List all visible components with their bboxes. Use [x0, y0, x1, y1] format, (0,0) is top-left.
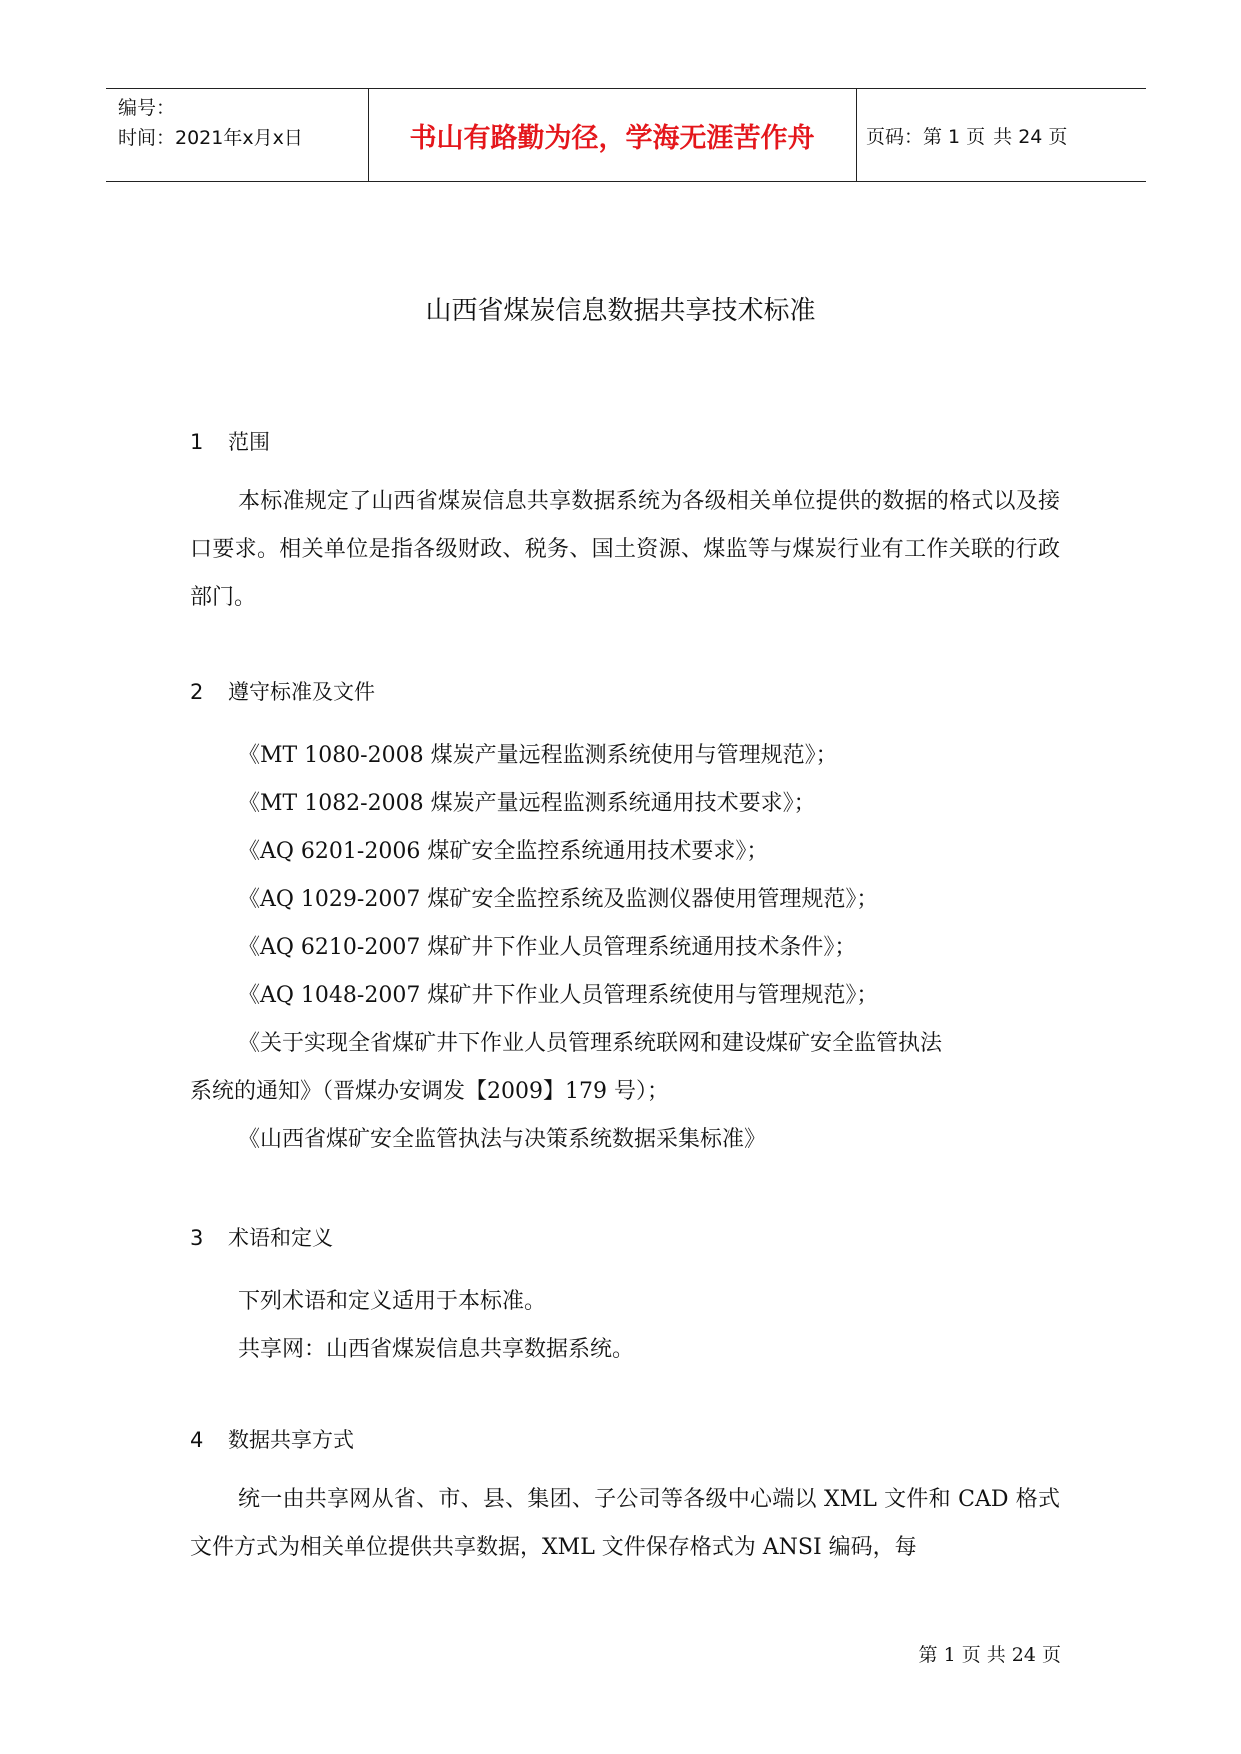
section-number: 2 — [190, 680, 204, 704]
header-page-total: 共 24 页 — [993, 125, 1068, 148]
header-divider-right — [856, 89, 857, 181]
reference-item: 《AQ 6201-2006 煤矿安全监控系统通用技术要求》； — [238, 839, 769, 864]
reference-item: 《山西省煤矿安全监管执法与决策系统数据采集标准》 — [238, 1127, 767, 1152]
section-1-heading — [190, 426, 270, 456]
reference-item: 《AQ 1029-2007 煤矿安全监控系统及监测仪器使用管理规范》； — [238, 887, 879, 912]
page-header — [106, 88, 1146, 182]
reference-item: 《关于实现全省煤矿井下作业人员管理系统联网和建设煤矿安全监管执法 — [238, 1031, 943, 1056]
section-1-paragraph: 本标准规定了山西省煤炭信息共享数据系统为各级相关单位提供的数据的格式以及接口要求。相关单位是指各级财政、税务、国土资源、煤监等与煤炭行业有工作关联的行政部门。 — [190, 489, 1060, 610]
header-info — [118, 93, 358, 153]
section-number: 1 — [190, 430, 204, 454]
header-page-info — [866, 89, 1067, 181]
section-title: 范围 — [228, 430, 270, 454]
section-title: 术语和定义 — [228, 1226, 333, 1250]
definition-line: 共享网：山西省煤炭信息共享数据系统。 — [238, 1337, 635, 1362]
header-motto: 书山有路勤为径，学海无涯苦作舟 — [409, 122, 815, 154]
section-title: 遵守标准及文件 — [228, 680, 375, 704]
section-2-heading — [190, 676, 375, 706]
reference-item: 《MT 1082-2008 煤炭产量远程监测系统通用技术要求》； — [238, 791, 816, 816]
section-4-paragraph: 统一由共享网从省、市、县、集团、子公司等各级中心端以 XML 文件和 CAD 格式文件方式为相关单位提供共享数据，XML 文件保存格式为 ANSI 编码，每 — [190, 1487, 1060, 1560]
reference-item-continued: 系统的通知》（晋煤办安调发【2009】179 号）； — [190, 1079, 669, 1104]
section-number: 3 — [190, 1226, 204, 1250]
header-date: 时间：2021年x月x日 — [118, 127, 303, 149]
reference-item: 《AQ 6210-2007 煤矿井下作业人员管理系统通用技术条件》； — [238, 935, 857, 960]
document-title: 山西省煤炭信息数据共享技术标准 — [425, 296, 816, 326]
section-3-heading — [190, 1222, 333, 1252]
reference-item: 《MT 1080-2008 煤炭产量远程监测系统使用与管理规范》； — [238, 743, 838, 768]
header-number: 编号： — [118, 97, 176, 119]
reference-item: 《AQ 1048-2007 煤矿井下作业人员管理系统使用与管理规范》； — [238, 983, 879, 1008]
section-number: 4 — [190, 1428, 204, 1452]
header-page-number: 页码：第 1 页 — [866, 125, 986, 148]
definition-line: 下列术语和定义适用于本标准。 — [238, 1289, 547, 1314]
section-title: 数据共享方式 — [228, 1428, 354, 1452]
section-4-heading — [190, 1424, 354, 1454]
page-footer: 第 1 页 共 24 页 — [918, 1644, 1061, 1666]
